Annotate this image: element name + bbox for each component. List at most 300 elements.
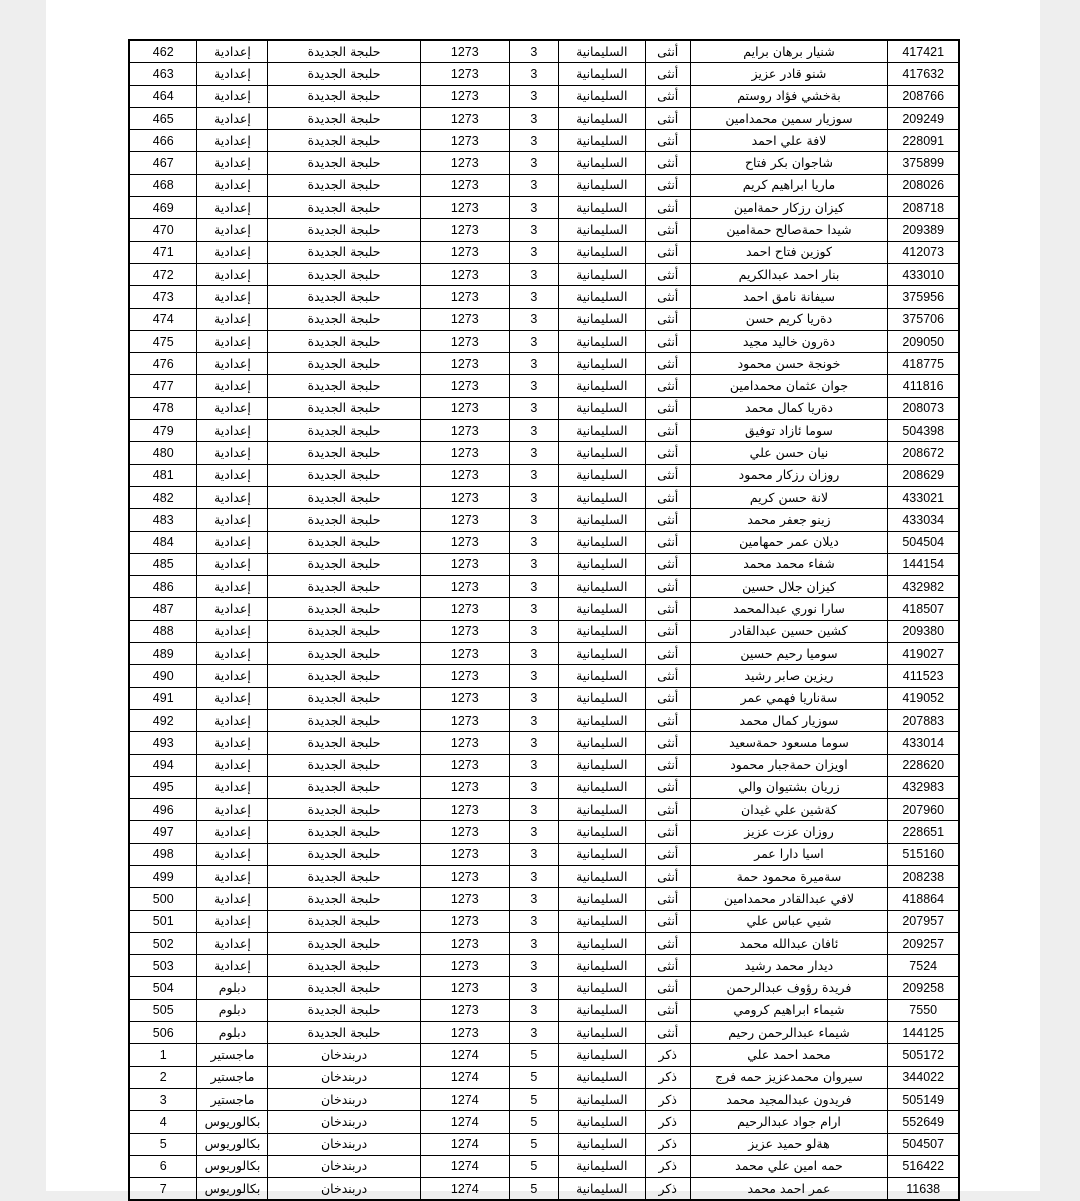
gender-cell: أنثى xyxy=(645,219,690,241)
name-cell: اسيا دارا عمر xyxy=(690,843,888,865)
seq-cell: 503 xyxy=(129,955,197,977)
gender-cell: أنثى xyxy=(645,709,690,731)
id-cell: 375956 xyxy=(888,286,959,308)
id-cell: 418864 xyxy=(888,888,959,910)
table-row xyxy=(129,1133,959,1155)
id-cell: 505172 xyxy=(888,1044,959,1066)
education-cell: إعدادية xyxy=(197,709,268,731)
school-cell: حلبجة الجديدة xyxy=(268,63,420,85)
table-row xyxy=(129,843,959,865)
education-cell: إعدادية xyxy=(197,330,268,352)
education-cell: إعدادية xyxy=(197,40,268,63)
education-cell: إعدادية xyxy=(197,375,268,397)
school-cell: حلبجة الجديدة xyxy=(268,799,420,821)
seq-cell: 478 xyxy=(129,397,197,419)
seq-cell: 493 xyxy=(129,732,197,754)
province-cell: السليمانية xyxy=(558,1022,645,1044)
school-cell: حلبجة الجديدة xyxy=(268,643,420,665)
table-row xyxy=(129,977,959,999)
education-cell: دبلوم xyxy=(197,999,268,1021)
id-cell: 411523 xyxy=(888,665,959,687)
zone-cell: 3 xyxy=(509,821,558,843)
school-cell: حلبجة الجديدة xyxy=(268,509,420,531)
education-cell: إعدادية xyxy=(197,598,268,620)
zone-cell: 3 xyxy=(509,776,558,798)
id-cell: 433034 xyxy=(888,509,959,531)
seq-cell: 500 xyxy=(129,888,197,910)
education-cell: إعدادية xyxy=(197,932,268,954)
table-row xyxy=(129,107,959,129)
province-cell: السليمانية xyxy=(558,1111,645,1133)
code-cell: 1273 xyxy=(420,486,509,508)
table-row xyxy=(129,888,959,910)
province-cell: السليمانية xyxy=(558,1044,645,1066)
code-cell: 1273 xyxy=(420,598,509,620)
gender-cell: أنثى xyxy=(645,799,690,821)
province-cell: السليمانية xyxy=(558,509,645,531)
table-row xyxy=(129,308,959,330)
seq-cell: 468 xyxy=(129,174,197,196)
zone-cell: 5 xyxy=(509,1178,558,1201)
gender-cell: أنثى xyxy=(645,397,690,419)
id-cell: 228651 xyxy=(888,821,959,843)
id-cell: 375899 xyxy=(888,152,959,174)
name-cell: ديلان عمر حمهامين xyxy=(690,531,888,553)
seq-cell: 476 xyxy=(129,353,197,375)
gender-cell: أنثى xyxy=(645,888,690,910)
code-cell: 1273 xyxy=(420,241,509,263)
table-row xyxy=(129,353,959,375)
table-row xyxy=(129,955,959,977)
id-cell: 504504 xyxy=(888,531,959,553)
table-row xyxy=(129,375,959,397)
education-cell: إعدادية xyxy=(197,531,268,553)
province-cell: السليمانية xyxy=(558,620,645,642)
id-cell: 433014 xyxy=(888,732,959,754)
gender-cell: أنثى xyxy=(645,241,690,263)
seq-cell: 498 xyxy=(129,843,197,865)
gender-cell: أنثى xyxy=(645,732,690,754)
gender-cell: أنثى xyxy=(645,263,690,285)
name-cell: شيدا حمةصالح حمةامين xyxy=(690,219,888,241)
name-cell: حمه امين علي محمد xyxy=(690,1155,888,1177)
table-row xyxy=(129,687,959,709)
school-cell: حلبجة الجديدة xyxy=(268,665,420,687)
zone-cell: 3 xyxy=(509,420,558,442)
table-row xyxy=(129,1155,959,1177)
gender-cell: أنثى xyxy=(645,286,690,308)
gender-cell: أنثى xyxy=(645,999,690,1021)
name-cell: اويزان حمةجبار محمود xyxy=(690,754,888,776)
table-row xyxy=(129,197,959,219)
gender-cell: أنثى xyxy=(645,330,690,352)
seq-cell: 488 xyxy=(129,620,197,642)
gender-cell: أنثى xyxy=(645,509,690,531)
school-cell: حلبجة الجديدة xyxy=(268,40,420,63)
education-cell: إعدادية xyxy=(197,464,268,486)
school-cell: حلبجة الجديدة xyxy=(268,197,420,219)
id-cell: 418775 xyxy=(888,353,959,375)
province-cell: السليمانية xyxy=(558,40,645,63)
table-row xyxy=(129,665,959,687)
education-cell: إعدادية xyxy=(197,107,268,129)
zone-cell: 3 xyxy=(509,999,558,1021)
name-cell: كيزان رزكار حمةامين xyxy=(690,197,888,219)
province-cell: السليمانية xyxy=(558,598,645,620)
zone-cell: 3 xyxy=(509,85,558,107)
zone-cell: 3 xyxy=(509,932,558,954)
table-row xyxy=(129,910,959,932)
code-cell: 1273 xyxy=(420,375,509,397)
seq-cell: 483 xyxy=(129,509,197,531)
school-cell: دربندخان xyxy=(268,1088,420,1110)
code-cell: 1274 xyxy=(420,1155,509,1177)
education-cell: بكالوريوس xyxy=(197,1178,268,1201)
id-cell: 344022 xyxy=(888,1066,959,1088)
school-cell: دربندخان xyxy=(268,1155,420,1177)
id-cell: 228620 xyxy=(888,754,959,776)
school-cell: دربندخان xyxy=(268,1066,420,1088)
code-cell: 1274 xyxy=(420,1178,509,1201)
table-row xyxy=(129,799,959,821)
seq-cell: 484 xyxy=(129,531,197,553)
code-cell: 1274 xyxy=(420,1088,509,1110)
code-cell: 1273 xyxy=(420,687,509,709)
name-cell: ارام جواد عبدالرحيم xyxy=(690,1111,888,1133)
seq-cell: 492 xyxy=(129,709,197,731)
id-cell: 417421 xyxy=(888,40,959,63)
seq-cell: 471 xyxy=(129,241,197,263)
seq-cell: 486 xyxy=(129,576,197,598)
name-cell: فريدون عبدالمجيد محمد xyxy=(690,1088,888,1110)
id-cell: 7550 xyxy=(888,999,959,1021)
province-cell: السليمانية xyxy=(558,643,645,665)
name-cell: لافي عبدالقادر محمدامين xyxy=(690,888,888,910)
id-cell: 208718 xyxy=(888,197,959,219)
code-cell: 1273 xyxy=(420,865,509,887)
zone-cell: 3 xyxy=(509,375,558,397)
table-row xyxy=(129,754,959,776)
education-cell: إعدادية xyxy=(197,420,268,442)
school-cell: حلبجة الجديدة xyxy=(268,130,420,152)
education-cell: إعدادية xyxy=(197,486,268,508)
code-cell: 1273 xyxy=(420,576,509,598)
name-cell: سوما مسعود حمةسعيد xyxy=(690,732,888,754)
gender-cell: ذكر xyxy=(645,1155,690,1177)
gender-cell: أنثى xyxy=(645,85,690,107)
gender-cell: أنثى xyxy=(645,821,690,843)
table-row xyxy=(129,576,959,598)
table-row xyxy=(129,63,959,85)
code-cell: 1273 xyxy=(420,932,509,954)
code-cell: 1273 xyxy=(420,197,509,219)
school-cell: حلبجة الجديدة xyxy=(268,286,420,308)
id-cell: 375706 xyxy=(888,308,959,330)
province-cell: السليمانية xyxy=(558,397,645,419)
education-cell: إعدادية xyxy=(197,643,268,665)
seq-cell: 6 xyxy=(129,1155,197,1177)
seq-cell: 506 xyxy=(129,1022,197,1044)
province-cell: السليمانية xyxy=(558,1178,645,1201)
id-cell: 209050 xyxy=(888,330,959,352)
education-cell: إعدادية xyxy=(197,665,268,687)
code-cell: 1273 xyxy=(420,643,509,665)
table-row xyxy=(129,397,959,419)
education-cell: إعدادية xyxy=(197,576,268,598)
zone-cell: 3 xyxy=(509,219,558,241)
code-cell: 1273 xyxy=(420,888,509,910)
code-cell: 1273 xyxy=(420,174,509,196)
id-cell: 419052 xyxy=(888,687,959,709)
roster-body xyxy=(129,40,959,1200)
province-cell: السليمانية xyxy=(558,553,645,575)
gender-cell: ذكر xyxy=(645,1088,690,1110)
gender-cell: أنثى xyxy=(645,576,690,598)
gender-cell: أنثى xyxy=(645,977,690,999)
school-cell: حلبجة الجديدة xyxy=(268,553,420,575)
school-cell: حلبجة الجديدة xyxy=(268,152,420,174)
school-cell: حلبجة الجديدة xyxy=(268,620,420,642)
gender-cell: أنثى xyxy=(645,130,690,152)
school-cell: حلبجة الجديدة xyxy=(268,442,420,464)
province-cell: السليمانية xyxy=(558,821,645,843)
zone-cell: 3 xyxy=(509,353,558,375)
school-cell: حلبجة الجديدة xyxy=(268,330,420,352)
province-cell: السليمانية xyxy=(558,955,645,977)
seq-cell: 480 xyxy=(129,442,197,464)
zone-cell: 3 xyxy=(509,397,558,419)
code-cell: 1273 xyxy=(420,910,509,932)
roster-table xyxy=(128,39,960,1201)
province-cell: السليمانية xyxy=(558,486,645,508)
education-cell: إعدادية xyxy=(197,687,268,709)
code-cell: 1273 xyxy=(420,308,509,330)
zone-cell: 5 xyxy=(509,1155,558,1177)
zone-cell: 3 xyxy=(509,509,558,531)
name-cell: سةناريا فهمي عمر xyxy=(690,687,888,709)
gender-cell: ذكر xyxy=(645,1066,690,1088)
gender-cell: أنثى xyxy=(645,197,690,219)
school-cell: دربندخان xyxy=(268,1133,420,1155)
name-cell: شنو قادر عزيز xyxy=(690,63,888,85)
seq-cell: 469 xyxy=(129,197,197,219)
code-cell: 1273 xyxy=(420,442,509,464)
gender-cell: ذكر xyxy=(645,1111,690,1133)
seq-cell: 497 xyxy=(129,821,197,843)
education-cell: إعدادية xyxy=(197,776,268,798)
table-row xyxy=(129,420,959,442)
zone-cell: 3 xyxy=(509,865,558,887)
id-cell: 228091 xyxy=(888,130,959,152)
id-cell: 411816 xyxy=(888,375,959,397)
seq-cell: 495 xyxy=(129,776,197,798)
code-cell: 1273 xyxy=(420,709,509,731)
name-cell: شفاء محمد محمد xyxy=(690,553,888,575)
gender-cell: أنثى xyxy=(645,442,690,464)
name-cell: ئافان عبدالله محمد xyxy=(690,932,888,954)
zone-cell: 3 xyxy=(509,1022,558,1044)
id-cell: 504507 xyxy=(888,1133,959,1155)
school-cell: حلبجة الجديدة xyxy=(268,219,420,241)
province-cell: السليمانية xyxy=(558,865,645,887)
school-cell: حلبجة الجديدة xyxy=(268,174,420,196)
school-cell: حلبجة الجديدة xyxy=(268,397,420,419)
education-cell: إعدادية xyxy=(197,843,268,865)
zone-cell: 3 xyxy=(509,308,558,330)
education-cell: إعدادية xyxy=(197,955,268,977)
school-cell: دربندخان xyxy=(268,1044,420,1066)
code-cell: 1273 xyxy=(420,1022,509,1044)
school-cell: حلبجة الجديدة xyxy=(268,843,420,865)
education-cell: إعدادية xyxy=(197,130,268,152)
id-cell: 432982 xyxy=(888,576,959,598)
province-cell: السليمانية xyxy=(558,130,645,152)
zone-cell: 3 xyxy=(509,754,558,776)
name-cell: زريان بشتيوان والي xyxy=(690,776,888,798)
province-cell: السليمانية xyxy=(558,107,645,129)
seq-cell: 462 xyxy=(129,40,197,63)
school-cell: حلبجة الجديدة xyxy=(268,910,420,932)
name-cell: كيزان جلال حسين xyxy=(690,576,888,598)
school-cell: حلبجة الجديدة xyxy=(268,888,420,910)
seq-cell: 475 xyxy=(129,330,197,352)
zone-cell: 5 xyxy=(509,1044,558,1066)
education-cell: إعدادية xyxy=(197,732,268,754)
education-cell: إعدادية xyxy=(197,509,268,531)
school-cell: حلبجة الجديدة xyxy=(268,977,420,999)
gender-cell: أنثى xyxy=(645,598,690,620)
code-cell: 1273 xyxy=(420,263,509,285)
name-cell: سيفانة نامق احمد xyxy=(690,286,888,308)
name-cell: كةشين علي غيدان xyxy=(690,799,888,821)
zone-cell: 3 xyxy=(509,241,558,263)
school-cell: حلبجة الجديدة xyxy=(268,709,420,731)
name-cell: سوزيار كمال محمد xyxy=(690,709,888,731)
province-cell: السليمانية xyxy=(558,152,645,174)
education-cell: إعدادية xyxy=(197,152,268,174)
education-cell: إعدادية xyxy=(197,63,268,85)
zone-cell: 3 xyxy=(509,486,558,508)
province-cell: السليمانية xyxy=(558,63,645,85)
zone-cell: 3 xyxy=(509,553,558,575)
code-cell: 1273 xyxy=(420,732,509,754)
province-cell: السليمانية xyxy=(558,843,645,865)
id-cell: 208073 xyxy=(888,397,959,419)
id-cell: 417632 xyxy=(888,63,959,85)
seq-cell: 467 xyxy=(129,152,197,174)
seq-cell: 470 xyxy=(129,219,197,241)
province-cell: السليمانية xyxy=(558,442,645,464)
code-cell: 1273 xyxy=(420,999,509,1021)
gender-cell: أنثى xyxy=(645,308,690,330)
table-row xyxy=(129,442,959,464)
table-row xyxy=(129,152,959,174)
education-cell: إعدادية xyxy=(197,754,268,776)
province-cell: السليمانية xyxy=(558,330,645,352)
gender-cell: أنثى xyxy=(645,865,690,887)
seq-cell: 496 xyxy=(129,799,197,821)
table-row xyxy=(129,776,959,798)
education-cell: إعدادية xyxy=(197,263,268,285)
id-cell: 412073 xyxy=(888,241,959,263)
id-cell: 144154 xyxy=(888,553,959,575)
id-cell: 208766 xyxy=(888,85,959,107)
id-cell: 515160 xyxy=(888,843,959,865)
seq-cell: 464 xyxy=(129,85,197,107)
name-cell: لانة حسن كريم xyxy=(690,486,888,508)
seq-cell: 482 xyxy=(129,486,197,508)
province-cell: السليمانية xyxy=(558,1155,645,1177)
seq-cell: 1 xyxy=(129,1044,197,1066)
gender-cell: أنثى xyxy=(645,643,690,665)
table-row xyxy=(129,464,959,486)
table-row xyxy=(129,553,959,575)
school-cell: حلبجة الجديدة xyxy=(268,420,420,442)
province-cell: السليمانية xyxy=(558,776,645,798)
name-cell: شيماء عبدالرحمن رحيم xyxy=(690,1022,888,1044)
education-cell: دبلوم xyxy=(197,1022,268,1044)
province-cell: السليمانية xyxy=(558,576,645,598)
zone-cell: 5 xyxy=(509,1066,558,1088)
id-cell: 419027 xyxy=(888,643,959,665)
id-cell: 209257 xyxy=(888,932,959,954)
code-cell: 1273 xyxy=(420,420,509,442)
zone-cell: 3 xyxy=(509,643,558,665)
province-cell: السليمانية xyxy=(558,977,645,999)
education-cell: إعدادية xyxy=(197,553,268,575)
id-cell: 207883 xyxy=(888,709,959,731)
seq-cell: 466 xyxy=(129,130,197,152)
code-cell: 1274 xyxy=(420,1111,509,1133)
gender-cell: أنثى xyxy=(645,687,690,709)
education-cell: إعدادية xyxy=(197,286,268,308)
name-cell: هةلو حميد عزيز xyxy=(690,1133,888,1155)
province-cell: السليمانية xyxy=(558,799,645,821)
school-cell: حلبجة الجديدة xyxy=(268,531,420,553)
school-cell: حلبجة الجديدة xyxy=(268,263,420,285)
code-cell: 1273 xyxy=(420,955,509,977)
seq-cell: 479 xyxy=(129,420,197,442)
code-cell: 1273 xyxy=(420,464,509,486)
zone-cell: 5 xyxy=(509,1133,558,1155)
code-cell: 1274 xyxy=(420,1044,509,1066)
name-cell: كشين حسين عبدالقادر xyxy=(690,620,888,642)
zone-cell: 3 xyxy=(509,107,558,129)
table-row xyxy=(129,709,959,731)
province-cell: السليمانية xyxy=(558,263,645,285)
zone-cell: 3 xyxy=(509,197,558,219)
school-cell: حلبجة الجديدة xyxy=(268,932,420,954)
zone-cell: 3 xyxy=(509,576,558,598)
name-cell: سةميرة محمود حمة xyxy=(690,865,888,887)
province-cell: السليمانية xyxy=(558,531,645,553)
name-cell: سوزيار سمين محمدامين xyxy=(690,107,888,129)
name-cell: شيماء ابراهيم كرومي xyxy=(690,999,888,1021)
table-row xyxy=(129,286,959,308)
code-cell: 1273 xyxy=(420,219,509,241)
id-cell: 11638 xyxy=(888,1178,959,1201)
school-cell: حلبجة الجديدة xyxy=(268,776,420,798)
education-cell: إعدادية xyxy=(197,174,268,196)
gender-cell: أنثى xyxy=(645,843,690,865)
gender-cell: ذكر xyxy=(645,1133,690,1155)
seq-cell: 3 xyxy=(129,1088,197,1110)
zone-cell: 3 xyxy=(509,598,558,620)
code-cell: 1273 xyxy=(420,977,509,999)
gender-cell: أنثى xyxy=(645,152,690,174)
seq-cell: 504 xyxy=(129,977,197,999)
table-row xyxy=(129,1022,959,1044)
